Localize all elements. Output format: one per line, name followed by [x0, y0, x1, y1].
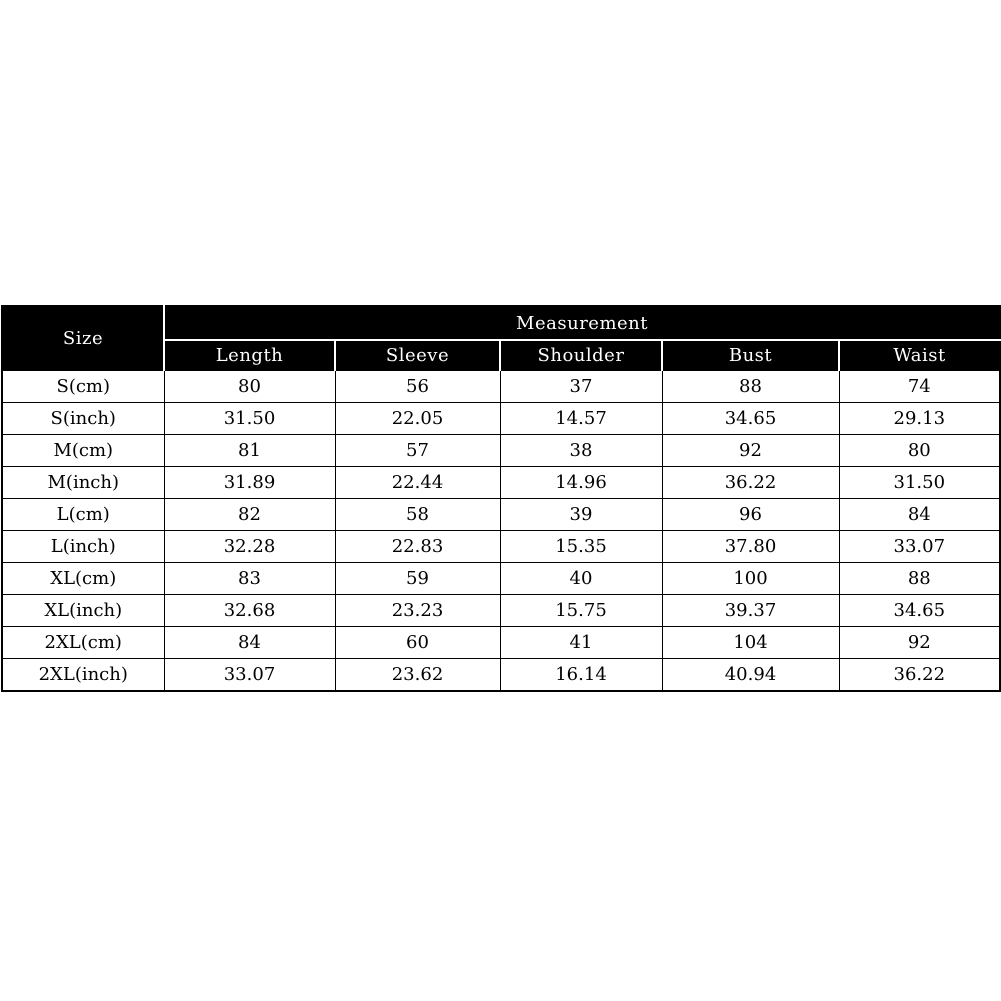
sleeve-value-cell: 22.83 [335, 531, 500, 563]
sleeve-value-cell: 59 [335, 563, 500, 595]
length-value-cell: 82 [164, 499, 335, 531]
sleeve-value-cell: 60 [335, 627, 500, 659]
waist-value-cell: 88 [839, 563, 1000, 595]
length-value-cell: 83 [164, 563, 335, 595]
shoulder-value-cell: 16.14 [500, 659, 662, 692]
bust-value-cell: 34.65 [662, 403, 839, 435]
waist-value-cell: 31.50 [839, 467, 1000, 499]
size-label-cell: 2XL(inch) [2, 659, 164, 692]
waist-value-cell: 80 [839, 435, 1000, 467]
shoulder-value-cell: 40 [500, 563, 662, 595]
table-row [2, 531, 1000, 563]
shoulder-value-cell: 38 [500, 435, 662, 467]
waist-value-cell: 34.65 [839, 595, 1000, 627]
table-row [2, 563, 1000, 595]
table-body [2, 371, 1000, 692]
size-label-cell: XL(inch) [2, 595, 164, 627]
bust-value-cell: 37.80 [662, 531, 839, 563]
measurement-group-header: Measurement [164, 306, 1000, 340]
waist-value-cell: 92 [839, 627, 1000, 659]
sleeve-value-cell: 22.44 [335, 467, 500, 499]
size-label-cell: 2XL(cm) [2, 627, 164, 659]
size-label-cell: S(inch) [2, 403, 164, 435]
length-value-cell: 33.07 [164, 659, 335, 692]
table-row [2, 371, 1000, 403]
bust-value-cell: 104 [662, 627, 839, 659]
table-row [2, 595, 1000, 627]
length-value-cell: 84 [164, 627, 335, 659]
size-label-cell: S(cm) [2, 371, 164, 403]
table-row [2, 499, 1000, 531]
bust-value-cell: 88 [662, 371, 839, 403]
table-row [2, 627, 1000, 659]
table-row [2, 467, 1000, 499]
waist-value-cell: 33.07 [839, 531, 1000, 563]
waist-value-cell: 74 [839, 371, 1000, 403]
length-value-cell: 32.68 [164, 595, 335, 627]
length-value-cell: 80 [164, 371, 335, 403]
sleeve-value-cell: 58 [335, 499, 500, 531]
column-header-shoulder: Shoulder [500, 340, 662, 371]
bust-value-cell: 100 [662, 563, 839, 595]
shoulder-value-cell: 41 [500, 627, 662, 659]
size-label-cell: M(cm) [2, 435, 164, 467]
size-label-cell: L(inch) [2, 531, 164, 563]
shoulder-value-cell: 15.35 [500, 531, 662, 563]
length-value-cell: 31.89 [164, 467, 335, 499]
length-value-cell: 31.50 [164, 403, 335, 435]
waist-value-cell: 84 [839, 499, 1000, 531]
size-label-cell: XL(cm) [2, 563, 164, 595]
table-row [2, 659, 1000, 692]
shoulder-value-cell: 14.96 [500, 467, 662, 499]
sleeve-value-cell: 23.62 [335, 659, 500, 692]
sleeve-value-cell: 56 [335, 371, 500, 403]
shoulder-value-cell: 39 [500, 499, 662, 531]
size-label-cell: M(inch) [2, 467, 164, 499]
shoulder-value-cell: 14.57 [500, 403, 662, 435]
length-value-cell: 81 [164, 435, 335, 467]
bust-value-cell: 96 [662, 499, 839, 531]
waist-value-cell: 29.13 [839, 403, 1000, 435]
table-row [2, 435, 1000, 467]
column-header-bust: Bust [662, 340, 839, 371]
size-label-cell: L(cm) [2, 499, 164, 531]
column-header-waist: Waist [839, 340, 1000, 371]
bust-value-cell: 92 [662, 435, 839, 467]
column-header-length: Length [164, 340, 335, 371]
sleeve-value-cell: 22.05 [335, 403, 500, 435]
column-header-sleeve: Sleeve [335, 340, 500, 371]
size-chart-table [1, 305, 1001, 692]
table-row [2, 403, 1000, 435]
header-group-row [2, 306, 1000, 340]
table-header [2, 306, 1000, 371]
sleeve-value-cell: 57 [335, 435, 500, 467]
length-value-cell: 32.28 [164, 531, 335, 563]
bust-value-cell: 40.94 [662, 659, 839, 692]
shoulder-value-cell: 15.75 [500, 595, 662, 627]
shoulder-value-cell: 37 [500, 371, 662, 403]
size-column-header: Size [2, 306, 164, 371]
bust-value-cell: 39.37 [662, 595, 839, 627]
sleeve-value-cell: 23.23 [335, 595, 500, 627]
bust-value-cell: 36.22 [662, 467, 839, 499]
waist-value-cell: 36.22 [839, 659, 1000, 692]
